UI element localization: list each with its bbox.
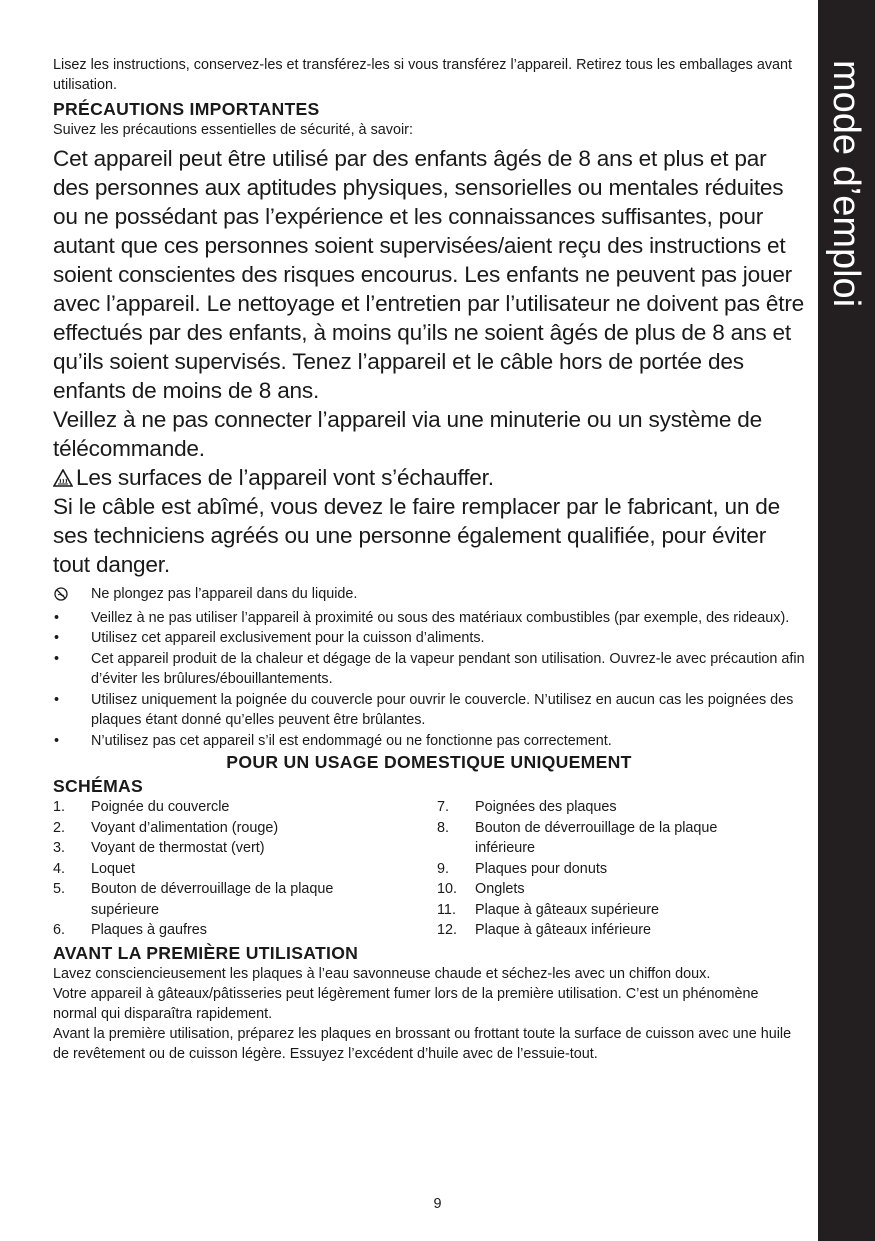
item-text: Plaque à gâteaux supérieure [475, 901, 660, 918]
item-text: Onglets [475, 881, 525, 897]
item-number: 10. [437, 881, 458, 897]
item-number: 11. [437, 901, 456, 918]
item-number: 3. [53, 840, 66, 856]
list-item [437, 879, 805, 900]
bullet-text: N’utilisez pas cet appareil s’il est endommagé ou ne fonctionne pas correctement. [91, 732, 612, 749]
item-text: Bouton de déverrouillage de la plaque supérieure [91, 881, 334, 918]
cable-warning-paragraph: Si le câble est abîmé, vous devez le faire remplacer par le fabricant, un de ses techniciens agréés ou une personne également qualifiée, pour éviter tout danger. [53, 494, 781, 577]
list-item [437, 818, 805, 859]
list-item [53, 608, 805, 629]
list-item [437, 900, 805, 921]
list-item [53, 584, 805, 608]
item-text: Plaque à gâteaux inférieure [475, 922, 652, 938]
schemas-list [53, 797, 805, 941]
first-use-paragraph: Avant la première utilisation, préparez les plaques en brossant ou frottant toute la surface de cuisson avec une huile de revêtement ou de cuisson légère. Essuyez l’excédent d’huile avec de l’essuie-tout. [53, 1025, 792, 1062]
precautions-heading: PRÉCAUTIONS IMPORTANTES [53, 99, 320, 119]
list-item [53, 690, 805, 731]
domestic-use-heading: POUR UN USAGE DOMESTIQUE UNIQUEMENT [226, 752, 632, 772]
side-tab [818, 0, 875, 1241]
list-item [437, 920, 805, 941]
item-number: 2. [53, 819, 66, 836]
item-number: 6. [53, 922, 66, 938]
timer-warning-paragraph: Veillez à ne pas connecter l’appareil via une minuterie ou un système de télécommande. [53, 407, 763, 461]
bullet-text: Veillez à ne pas utiliser l’appareil à proximité ou sous des matériaux combustibles (par exemple, des rideaux). [91, 609, 790, 626]
item-text: Poignées des plaques [475, 799, 617, 815]
page-content [53, 55, 805, 1064]
bullet-mark: • [54, 650, 60, 667]
no-immersion-text: Ne plongez pas l’appareil dans du liquide. [91, 586, 358, 602]
item-number: 1. [53, 799, 66, 815]
list-item [437, 859, 805, 880]
bullet-text: Cet appareil produit de la chaleur et dégage de la vapeur pendant son utilisation. Ouvrez-le avec précaution afin d’éviter les brûlures/ébouillantements. [91, 650, 805, 687]
item-number: 8. [437, 819, 450, 836]
bullet-mark: • [54, 609, 60, 626]
list-item [53, 649, 805, 690]
item-text: Loquet [91, 860, 136, 877]
bullet-text: Utilisez uniquement la poignée du couvercle pour ouvrir le couvercle. N’utilisez en aucun cas les poignées des plaques étant donné qu’elles peuvent être brûlantes. [91, 691, 794, 728]
bullet-mark: • [54, 732, 60, 749]
no-immersion-icon [54, 587, 68, 601]
page-number: 9 [433, 1196, 442, 1212]
first-use-heading: AVANT LA PREMIÈRE UTILISATION [53, 942, 359, 963]
intro-text: Lisez les instructions, conservez-les et transférez-les si vous transférez l’appareil. Retirez tous les emballages avant utilisation. [53, 57, 793, 93]
children-warning-paragraph: Cet appareil peut être utilisé par des enfants âgés de 8 ans et plus et par des personnes aux aptitudes physiques, sensorielles ou mentales réduites ou ne possédant pas l’expérience et les connaissances suffisantes, pour autant que ces personnes soient supervisées/aient reçu des instructions et soient conscientes des risques encourus. Les enfants ne peuvent pas jouer avec l’appareil. Le nettoyage et l’entretien par l’utilisateur ne doivent pas être effectués par des enfants, à moins qu’ils ne soient âgés de plus de 8 ans et qu’ils soient supervisés. Tenez l’appareil et le câble hors de portée des enfants de moins de 8 ans. [53, 146, 805, 403]
bullet-mark: • [54, 630, 60, 646]
hot-surface-text: Les surfaces de l’appareil vont s’échauffer. [76, 465, 494, 490]
list-item [53, 628, 805, 649]
list-item [53, 920, 437, 941]
item-number: 7. [437, 799, 450, 815]
list-item [53, 818, 437, 839]
hot-surface-icon [53, 469, 73, 487]
item-text: Bouton de déverrouillage de la plaque inférieure [475, 819, 718, 856]
item-number: 9. [437, 860, 450, 877]
item-text: Poignée du couvercle [91, 799, 230, 815]
list-item [53, 797, 437, 818]
list-item [53, 838, 437, 859]
item-text: Plaques pour donuts [475, 860, 608, 877]
precautions-list [53, 584, 805, 751]
schemas-left-column [53, 797, 437, 941]
bullet-mark: • [54, 691, 60, 708]
item-number: 12. [437, 922, 458, 938]
schemas-heading: SCHÉMAS [53, 776, 144, 796]
precautions-subtitle: Suivez les précautions essentielles de sécurité, à savoir: [53, 122, 413, 138]
list-item [437, 797, 805, 818]
list-item [53, 879, 437, 920]
first-use-paragraph: Lavez consciencieusement les plaques à l’eau savonneuse chaude et séchez-les avec un chiffon doux. [53, 965, 711, 982]
first-use-paragraph: Votre appareil à gâteaux/pâtisseries peut légèrement fumer lors de la première utilisation. C’est un phénomène normal qui disparaîtra rapidement. [53, 985, 759, 1022]
list-item [53, 731, 805, 752]
hot-surface-warning [53, 463, 805, 492]
item-text: Plaques à gaufres [91, 922, 208, 938]
side-tab-label: mode d’emploi [825, 60, 867, 308]
schemas-right-column [437, 797, 805, 941]
item-number: 4. [53, 860, 66, 877]
item-text: Voyant d’alimentation (rouge) [91, 819, 279, 836]
list-item [53, 859, 437, 880]
item-number: 5. [53, 881, 66, 897]
item-text: Voyant de thermostat (vert) [91, 840, 265, 856]
bullet-text: Utilisez cet appareil exclusivement pour la cuisson d’aliments. [91, 630, 485, 646]
